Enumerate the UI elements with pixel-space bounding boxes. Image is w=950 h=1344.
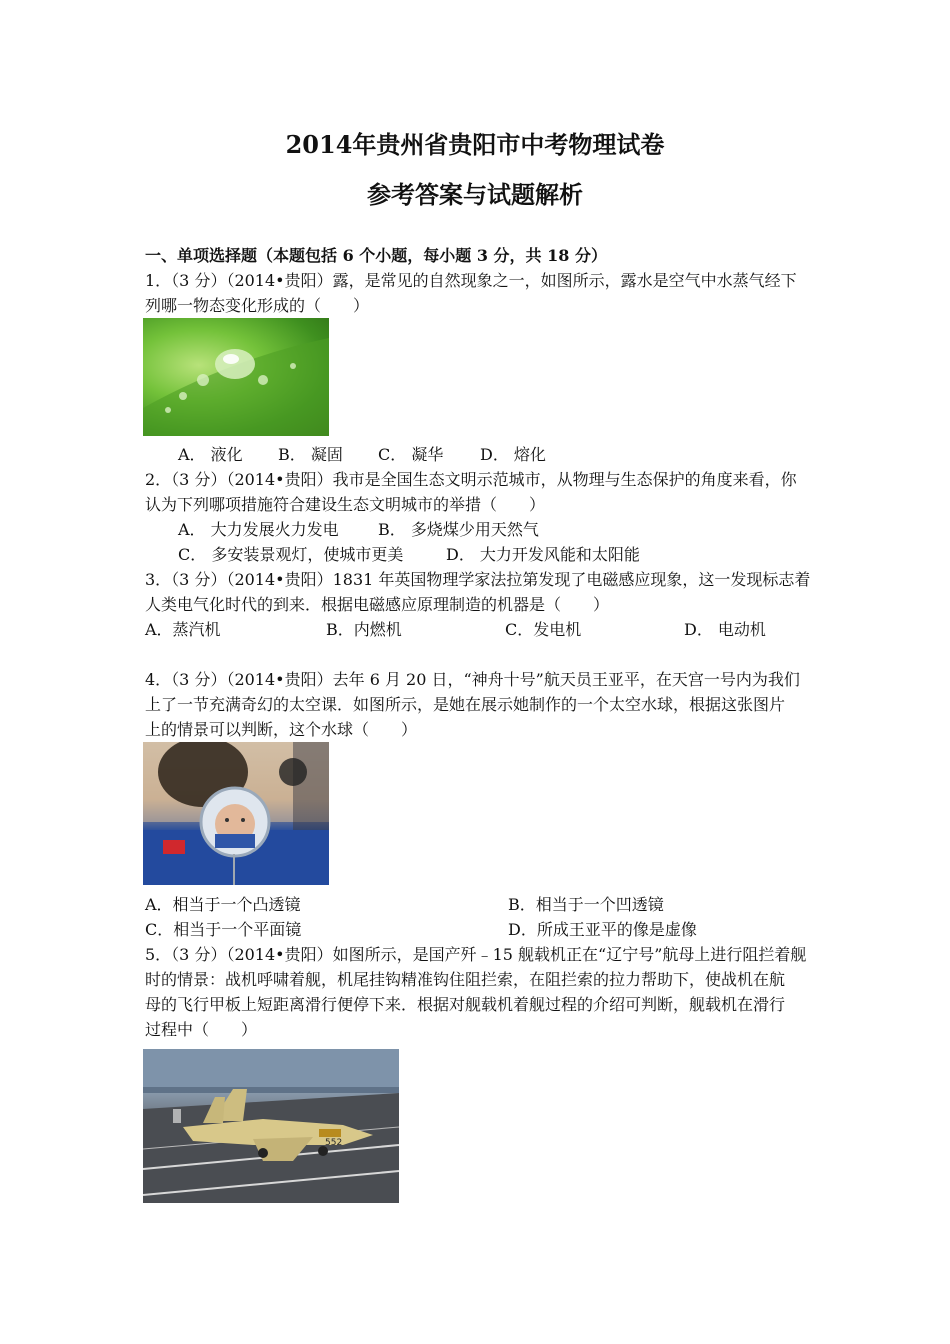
q4-option-a: A．相当于一个凸透镜 [145, 895, 301, 914]
q5-stem-line3: 母的飞行甲板上短距离滑行便停下来．根据对舰载机着舰过程的介绍可判断，舰载机在滑行 [145, 995, 786, 1014]
dew-drop-image [143, 318, 329, 436]
q1-stem-line1: 1．（3 分）（2014•贵阳）露，是常见的自然现象之一，如图所示，露水是空气中水蒸气经下 [145, 271, 797, 290]
q5-stem-line1: 5．（3 分）（2014•贵阳）如图所示，是国产歼﹣15 舰载机正在“辽宁号”航母上进行阻拦着舰 [145, 945, 807, 964]
q1-option-c: C． 凝华 [378, 445, 444, 464]
q4-option-c: C．相当于一个平面镜 [145, 920, 302, 939]
q1-option-a: A． 液化 [178, 445, 243, 464]
q2-stem-line2: 认为下列哪项措施符合建设生态文明城市的举措（ ） [145, 495, 546, 514]
q2-stem-line1: 2．（3 分）（2014•贵阳）我市是全国生态文明示范城市，从物理与生态保护的角度来看，你 [145, 470, 797, 489]
q2-option-a: A． 大力发展火力发电 [178, 520, 339, 539]
q4-option-d: D．所成王亚平的像是虚像 [508, 920, 697, 939]
q3-stem-line2: 人类电气化时代的到来．根据电磁感应原理制造的机器是（ ） [145, 595, 610, 614]
q2-option-c: C． 多安装景观灯，使城市更美 [178, 545, 404, 564]
q3-option-c: C．发电机 [505, 620, 582, 639]
section-heading: 一、单项选择题（本题包括 6 个小题，每小题 3 分，共 18 分） [145, 246, 607, 265]
q3-option-a: A．蒸汽机 [145, 620, 221, 639]
page-subtitle: 参考答案与试题解析 [367, 180, 583, 209]
q1-option-b: B． 凝固 [278, 445, 343, 464]
q2-option-b: B． 多烧煤少用天然气 [378, 520, 539, 539]
q3-option-b: B．内燃机 [326, 620, 402, 639]
carrier-jet-image [143, 1049, 399, 1203]
page-title: 2014年贵州省贵阳市中考物理试卷 [285, 130, 665, 159]
q3-stem-line1: 3．（3 分）（2014•贵阳）1831 年英国物理学家法拉第发现了电磁感应现象，这一发现标志着 [145, 570, 811, 589]
q5-stem-line4: 过程中（ ） [145, 1020, 258, 1039]
q3-option-d: D． 电动机 [684, 620, 766, 639]
water-ball-image [143, 742, 329, 885]
q2-option-d: D． 大力开发风能和太阳能 [446, 545, 640, 564]
q4-stem-line1: 4．（3 分）（2014•贵阳）去年 6 月 20 日，“神舟十号”航天员王亚平，在天宫一号内为我们 [145, 670, 800, 689]
q4-option-b: B．相当于一个凹透镜 [508, 895, 664, 914]
q4-stem-line2: 上了一节充满奇幻的太空课．如图所示，是她在展示她制作的一个太空水球，根据这张图片 [145, 695, 786, 714]
q4-stem-line3: 上的情景可以判断，这个水球（ ） [145, 720, 418, 739]
q1-stem-line2: 列哪一物态变化形成的（ ） [145, 296, 370, 315]
jet-number: 552 [325, 1138, 343, 1148]
q1-option-d: D． 熔化 [480, 445, 546, 464]
q5-stem-line2: 时的情景：战机呼啸着舰，机尾挂钩精准钩住阻拦索，在阻拦索的拉力帮助下，使战机在航 [145, 970, 786, 989]
